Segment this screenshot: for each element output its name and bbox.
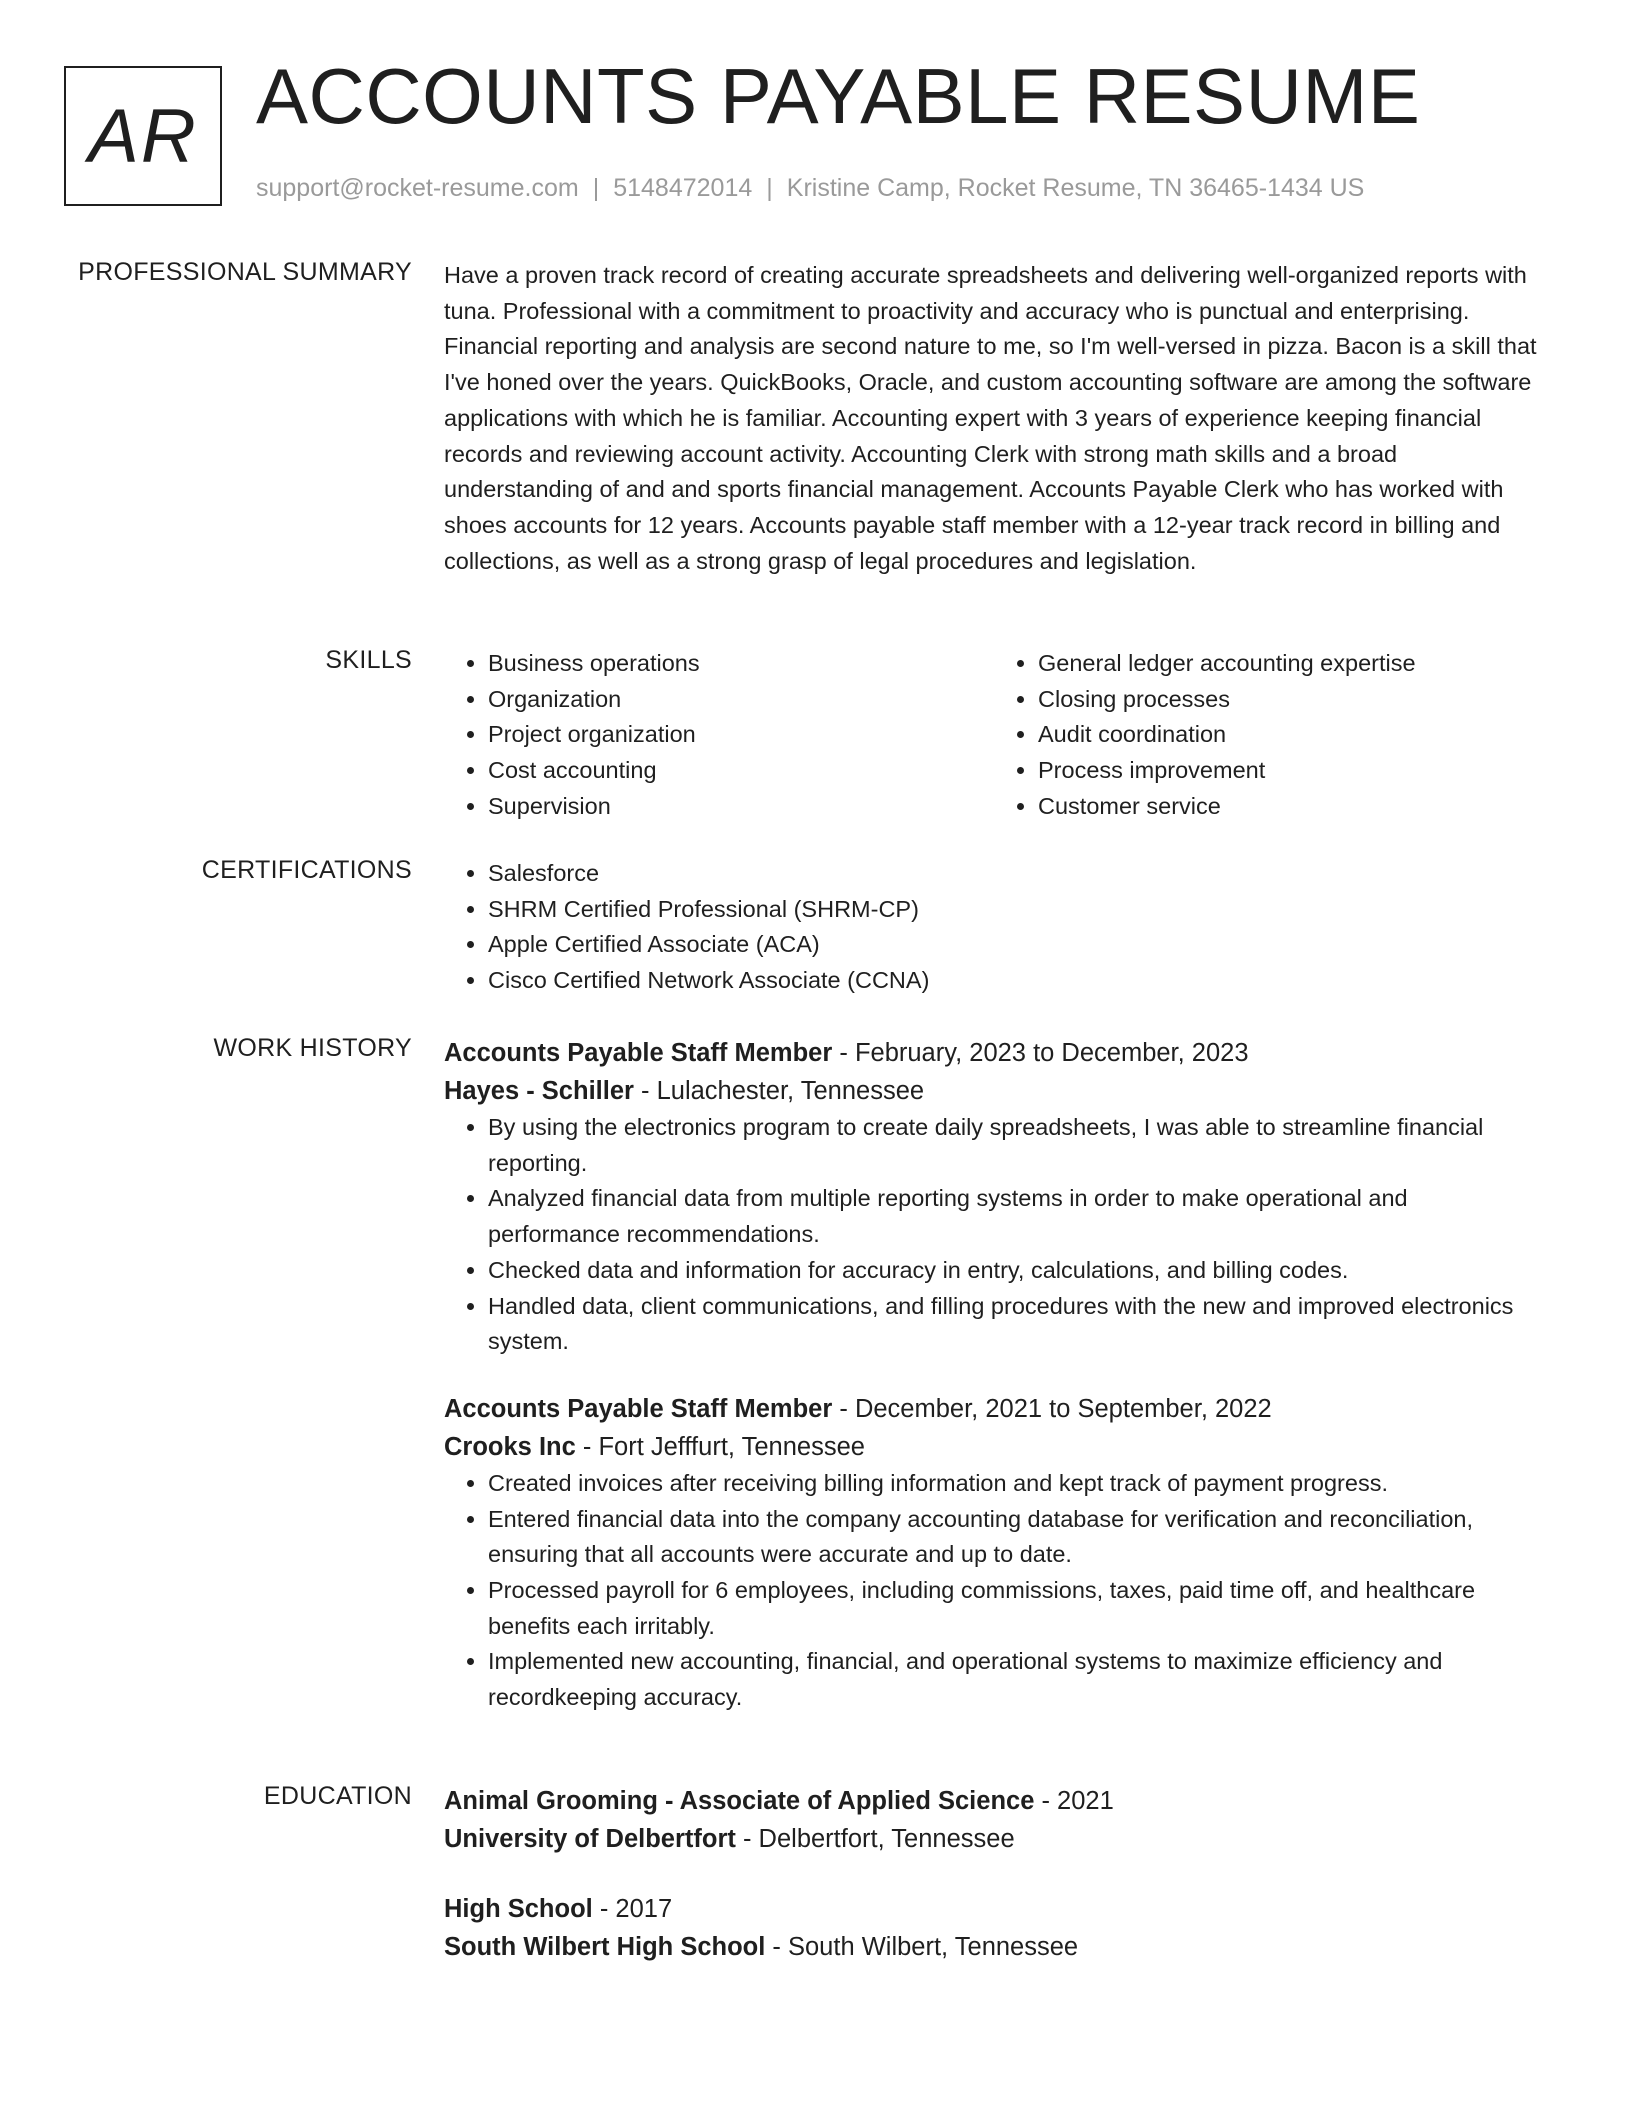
job-title-line: [444, 1390, 1544, 1428]
summary-text: Have a proven track record of creating accurate spreadsheets and delivering well-organized reports with tuna. Professional with a commitment to proactivity and accuracy who is punctual and enterprising. Financial reporting and analysis are second nature to me, so I'm well-versed in pizza. Bacon is a skill that I've honed over the years. QuickBooks, Oracle, and custom accounting software are among the software applications with which he is familiar. Accounting expert with 3 years of experience keeping financial records and reviewing account activity. Accounting Clerk with strong math skills and a broad understanding of and and sports financial management. Accounts Payable Clerk who has worked with shoes accounts for 12 years. Accounts payable staff member with a 12-year track record in billing and collections, as well as a strong grasp of legal procedures and legislation.: [444, 262, 1537, 574]
resume-title: ACCOUNTS PAYABLE RESUME: [256, 52, 1421, 140]
education-location: - Delbertfort, Tennessee: [735, 1825, 1015, 1853]
skill-item: • Process improvement: [1038, 753, 1544, 789]
skills-grid: [444, 646, 1544, 825]
job-entry: [444, 1390, 1544, 1716]
job-company: Hayes - Schiller: [444, 1077, 634, 1105]
job-dates: - December, 2021 to September, 2022: [832, 1394, 1272, 1423]
skill-item: • Supervision: [488, 789, 994, 825]
education-degree-line: [444, 1890, 1544, 1928]
education-year: - 2021: [1034, 1787, 1114, 1815]
job-company: Crooks Inc: [444, 1432, 576, 1461]
education-degree-line: [444, 1782, 1544, 1820]
job-org-line: [444, 1072, 1544, 1110]
skills-list-left: [444, 646, 994, 825]
job-location: - Fort Jefffurt, Tennessee: [575, 1432, 865, 1461]
job-org-line: [444, 1428, 1544, 1466]
skill-item: • Customer service: [1038, 789, 1544, 825]
skill-item: • Business operations: [488, 646, 994, 682]
job-bullet: • Analyzed financial data from multiple reporting systems in order to make operational and performance recommendations.: [488, 1181, 1544, 1252]
job-bullet: • Checked data and information for accuracy in entry, calculations, and billing codes.: [488, 1253, 1544, 1289]
skill-item: • Project organization: [488, 717, 994, 753]
skill-item: • Cost accounting: [488, 753, 994, 789]
summary-body: [444, 258, 1544, 579]
job-entry: [444, 1034, 1544, 1360]
education-school: South Wilbert High School: [444, 1933, 766, 1961]
contact-address: Kristine Camp, Rocket Resume, TN 36465-1434 US: [786, 174, 1365, 202]
skill-item: • Closing processes: [1038, 682, 1544, 718]
job-bullet: • Created invoices after receiving billing information and kept track of payment progress.: [488, 1466, 1544, 1502]
contact-line: [256, 174, 1364, 203]
contact-phone: 5148472014: [613, 174, 753, 202]
monogram-badge: AR: [64, 66, 222, 206]
contact-email: support@rocket-resume.com: [256, 174, 579, 202]
education-school: University of Delbertfort: [444, 1825, 736, 1853]
section-label-summary: PROFESSIONAL SUMMARY: [78, 258, 412, 286]
education-school-line: [444, 1820, 1544, 1858]
job-location: - Lulachester, Tennessee: [633, 1077, 925, 1105]
certification-item: • SHRM Certified Professional (SHRM-CP): [488, 892, 1544, 928]
job-bullets: [444, 1110, 1544, 1360]
section-label-work-history: WORK HISTORY: [213, 1034, 412, 1062]
certification-item: • Apple Certified Associate (ACA): [488, 927, 1544, 963]
section-label-skills: SKILLS: [325, 646, 412, 674]
education-year: - 2017: [592, 1895, 673, 1923]
education-location: - South Wilbert, Tennessee: [765, 1933, 1079, 1961]
certification-item: • Cisco Certified Network Associate (CCNA): [488, 963, 1544, 999]
section-label-certifications: CERTIFICATIONS: [201, 856, 412, 884]
skill-item: • Organization: [488, 682, 994, 718]
education-degree: Animal Grooming - Associate of Applied Science: [444, 1787, 1035, 1815]
contact-separator: |: [766, 174, 773, 202]
skill-item: • General ledger accounting expertise: [1038, 646, 1544, 682]
job-dates: - February, 2023 to December, 2023: [832, 1039, 1249, 1067]
skill-item: • Audit coordination: [1038, 717, 1544, 753]
skills-list-right: [994, 646, 1544, 825]
certifications-list: [444, 856, 1544, 999]
job-bullet: • Processed payroll for 6 employees, including commissions, taxes, paid time off, and healthcare benefits each irritably.: [488, 1573, 1544, 1644]
contact-separator: |: [592, 174, 600, 202]
certifications-body: [444, 856, 1544, 999]
education-body: [444, 1782, 1544, 1966]
job-bullet: • Handled data, client communications, and filling procedures with the new and improved electronics system.: [488, 1289, 1544, 1360]
job-bullet: • Entered financial data into the company accounting database for verification and reconciliation, ensuring that all accounts were accurate and up to date.: [488, 1502, 1544, 1573]
job-title: Accounts Payable Staff Member: [444, 1039, 833, 1067]
job-bullets: [444, 1466, 1544, 1716]
job-bullet: • By using the electronics program to create daily spreadsheets, I was able to streamline financial reporting.: [488, 1110, 1544, 1181]
education-entry: [444, 1782, 1544, 1858]
certification-item: • Salesforce: [488, 856, 1544, 892]
education-school-line: [444, 1928, 1544, 1966]
job-title: Accounts Payable Staff Member: [444, 1394, 833, 1423]
education-degree: High School: [444, 1895, 593, 1923]
job-title-line: [444, 1034, 1544, 1072]
section-label-education: EDUCATION: [263, 1782, 412, 1810]
work-history-body: [444, 1034, 1544, 1716]
job-bullet: • Implemented new accounting, financial, and operational systems to maximize efficiency and recordkeeping accuracy.: [488, 1644, 1544, 1715]
education-entry: [444, 1890, 1544, 1966]
